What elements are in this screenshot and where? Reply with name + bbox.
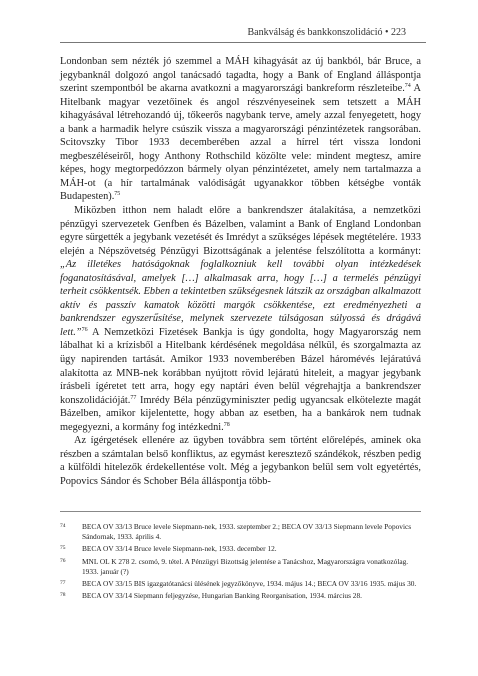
footnote-number: 77: [60, 580, 66, 587]
footnote-ref: 76: [81, 326, 88, 333]
running-header: [248, 27, 406, 38]
footnote-text: MNL OL K 278 2. csomó, 9. tétel. A Pénzügyi Bizottság jelentése a Tanácshoz, Magyarországra vonatkozólag. 1933. január (?): [82, 556, 409, 576]
paragraph: [60, 204, 421, 434]
footnote: [60, 544, 421, 554]
body-text: [60, 55, 421, 489]
footnote-text: BECA OV 33/14 Bruce levele Siepmann-nek, 1933. december 12.: [82, 544, 277, 554]
footnote-text: BECA OV 33/15 BIS igazgatótanácsi ülésének jegyzőkönyve, 1934. május 14.; BECA OV 33/16 1935. május 30.: [82, 579, 417, 589]
text-run: A Nemzetközi Fizetések Bankja is úgy gondolta, hogy Magyarország nem lábalhat ki a krízisből a Hitelbank kérdésének megoldása nélkül, és szorgalmazta az ügy napirenden tartását. Amikor 1933 novemberében Bázel háromévés lejáratúvá alakította az MNB-nek korábban nyújtott rövid lejáratú hiteleit, a magyar jegybank írásbeli ígéretet tett arra, hogy egy naptári éven belül végrehajtja a bankrendszer konszolidációját.: [60, 326, 421, 406]
text-run: Imrédy Béla pénzügyminiszter pedig ugyancsak elkötelezte magát Bázelben, amikor kijelentette, hogy abban az esetben, ha a bankárok nem tudnak megegyezni, a kormány fog intézkedni.: [60, 394, 421, 433]
text-run: Londonban sem nézték jó szemmel a MÁH kihagyását az új bankból, bár Bruce, a jegybanknál dolgozó angol tanácsadó tagadta, hogy a Bank of England álláspontja szerint szempontból be akarna avatkozni a magyarországi bankreform részleteibe.: [60, 56, 421, 95]
running-title: Bankválság és bankkonszolidáció: [247, 27, 383, 38]
footnote: [60, 579, 421, 589]
text-run: Az ígérgetések ellenére az ügyben továbbra sem történt előrelépés, aminek oka részben a számtalan belső konfliktus, az egymást keresztező szándékok, részben pedig a külföldi hitelezők érdekellentése volt. Még a jegybankon belül sem volt egyetértés, Popovics Sándor és Schober Béla álláspontja több-: [60, 435, 421, 487]
footnote-text: BECA OV 33/14 Siepmann feljegyzése, Hungarian Banking Reorganisation, 1934. március 28.: [82, 591, 362, 601]
footnote-number: 76: [60, 557, 66, 564]
paragraph: [60, 55, 421, 204]
footnote-number: 75: [60, 545, 66, 552]
footnote-ref: 78: [223, 421, 230, 428]
footnote-text: BECA OV 33/13 Bruce levele Siepmann-nek, 1933. szeptember 2.; BECA OV 33/13 Siepmann levele Popovics Sándornak, 1933. április 4.: [82, 522, 412, 542]
footnote: [60, 591, 421, 601]
header-separator: •: [384, 27, 389, 38]
quotation: „Az illetékes hatóságoknak foglalkozniuk kell további olyan intézkedések foganatosításával, amelyek […] alkalmasak arra, hogy […] a termelés pénzügyi terheit csökkentsék. Ebben a tekintetben szükségesnek látszik az országban alkalmazott aktív és passzív kamatok közötti margók csökkentése, ezt eredményezheti a bankrendszer egyszerűsítése, melynek szervezete túlságosan súlyossá és drágává lett.”: [60, 259, 421, 338]
footnote: [60, 522, 421, 542]
text-run: A Hitelbank magyar vezetőinek és angol részvényeseinek sem tetszett a MÁH kihagyásával létrehozandó új, tőkeerős nagybank terve, amely azzal fenyegetett, hogy a bank a harmadik helyre csúszik vissza a magyarországi pénzintézetek rangsorában. Scitovszky Tibor 1933 decemberében azzal a hírrel tért vissza londoni megbeszéléseiről, hogy Anthony Rothschild közölte vele: mindent megtesz, amire képes, hogy megtorpedózzon bármely olyan pénzintézetet, amely nem tartalmazza a MÁH-ot (a hír tartalmának valódiságát ugyanakkor többen kétségbe vonták Budapesten).: [60, 83, 421, 203]
footnote: [60, 557, 421, 577]
footnote-ref: 77: [130, 394, 137, 401]
footnote-number: 74: [60, 523, 66, 529]
paragraph: [60, 434, 421, 488]
footnote-ref: 74: [404, 83, 411, 90]
footnote-rule: [60, 511, 421, 512]
text-run: Miközben itthon nem haladt előre a bankrendszer átalakítása, a nemzetközi pénzügyi szervezetek Genfben és Bázelben, valamint a Bank of England Londonban egyre sürgették a jegybank vezetését és Imrédyt a szükséges lépések megtételére. 1933 elején a Népszövetség Pénzügyi Bizottságának a jelentése felszólította a kormányt:: [60, 205, 421, 257]
footnote-ref: 75: [114, 191, 121, 198]
footnote-number: 78: [60, 592, 66, 599]
footnotes: [60, 522, 421, 604]
header-rule: [60, 42, 426, 43]
page-number: 223: [391, 27, 406, 38]
